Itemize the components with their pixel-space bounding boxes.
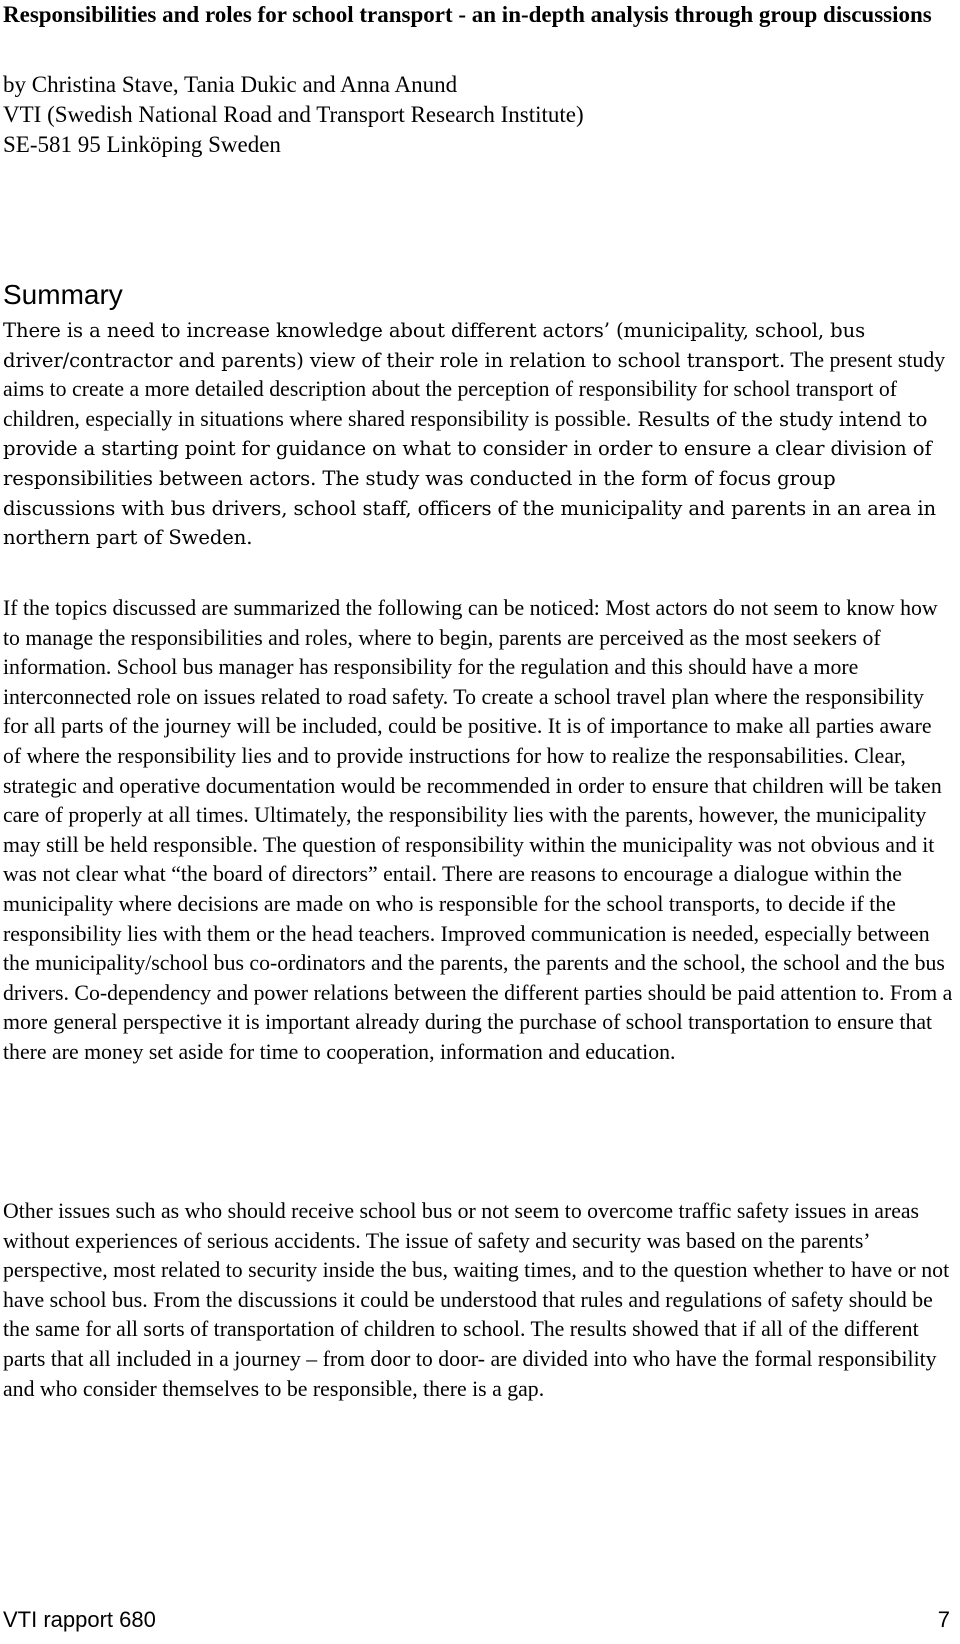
summary-paragraph-1-part-2: The present study aims to create a more detailed description about the perception of responsibility for school transport of children, especially in situations where shared responsibility is possible.	[3, 347, 946, 431]
summary-paragraph-2: If the topics discussed are summarized the following can be noticed: Most actors do not seem to know how to manage the responsibilities and roles, where to begin, parents are perceived as the most seekers of information. School bus manager has responsibility for the regulation and this should have a more interconnected role on issues related to road safety. To create a school travel plan where the responsibility for all parts of the journey will be included, could be positive. It is of importance to make all parties aware of where the responsibility lies and to provide instructions for how to realize the responsabilities. Clear, strategic and operative documentation would be recommended in order to ensure that children will be taken care of properly at all times. Ultimately, the responsibility lies with the parents, however, the municipality may still be held responsible. The question of responsibility within the municipality was not obvious and it was not clear what “the board of directors” entail. There are reasons to encourage a dialogue within the municipality where decisions are made on who is responsible for the school transports, to decide if the responsibility lies with them or the head teachers. Improved communication is needed, especially between the municipality/school bus co-ordinators and the parents, the parents and the school, the school and the bus drivers. Co-dependency and power relations between the different parties should be paid attention to. From a more general perspective it is important already during the purchase of school transportation to ensure that there are money set aside for time to cooperation, information and education.	[3, 596, 953, 1064]
document-title: Responsibilities and roles for school transport - an in-depth analysis through group discussions	[3, 2, 932, 27]
page-footer	[3, 1606, 950, 1634]
summary-paragraph-1-part-3: Results of the study intend to provide a starting point for guidance on what to consider in order to ensure a clear division of responsibilities between actors. The study was conducted in the form of focus group discussions with bus drivers, school staff, officers of the municipality and parents in an area in northern part of Sweden.	[3, 407, 937, 550]
summary-heading: Summary	[3, 279, 123, 310]
institution-address: SE-581 95 Linköping Sweden	[3, 132, 281, 157]
author-block	[3, 70, 933, 160]
institution-name: VTI (Swedish National Road and Transport Research Institute)	[3, 102, 584, 127]
page-number: 7	[937, 1607, 950, 1632]
summary-paragraph-1	[3, 316, 953, 553]
summary-paragraph-3: Other issues such as who should receive school bus or not seem to overcome traffic safety issues in areas without experiences of serious accidents. The issue of safety and security was based on the parents’ perspective, most related to security inside the bus, waiting times, and to the question whether to have or not have school bus. From the discussions it could be understood that rules and regulations of safety should be the same for all sorts of transportation of children to school. The results showed that if all of the different parts that all included in a journey – from door to door- are divided into who have the formal responsibility and who consider themselves to be responsible, there is a gap.	[3, 1199, 950, 1401]
report-label: VTI rapport 680	[3, 1607, 156, 1632]
summary-paragraph-1-part-1: There is a need to increase knowledge about different actors’ (municipality, school, bus driver/contractor and parents) view of their role in relation to school transport.	[3, 319, 866, 372]
author-byline: by Christina Stave, Tania Dukic and Anna Anund	[3, 72, 458, 97]
